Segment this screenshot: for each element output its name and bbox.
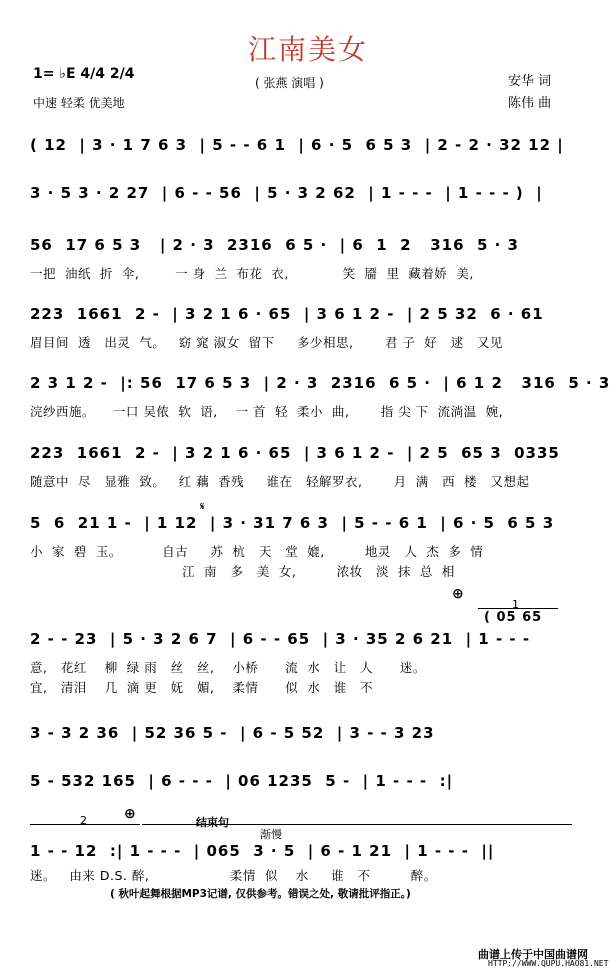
score-row-4: 223 1661 2 - | 3 2 1 6 · 65 | 3 6 1 2 - | 2 5 32 6 · 61 bbox=[30, 305, 544, 323]
ritardando-mark: 渐慢 bbox=[260, 828, 282, 841]
lyric-row-7a: 小 家 碧 玉。 自古 苏 杭 天 堂 媲, 地灵 人 杰 多 情 bbox=[30, 544, 484, 559]
score-row-8: 2 - - 23 | 5 · 3 2 6 7 | 6 - - 65 | 3 · 35 2 6 21 | 1 - - - bbox=[30, 630, 531, 648]
score-row-10: 5 - 532 165 | 6 - - - | 06 1235 5 - | 1 - - - :| bbox=[30, 772, 454, 790]
lyric-row-4: 眉目间 透 出灵 气。 窈 窕 淑女 留下 多少相思, 君 子 好 逑 又见 bbox=[30, 335, 504, 350]
lyric-row-6: 随意中 尽 显雅 致。 红 藕 香残 谁在 轻解罗衣, 月 满 西 楼 又想起 bbox=[30, 474, 530, 489]
ending-label: 结束句 bbox=[196, 816, 229, 829]
tempo-marking: 中速 轻柔 优美地 bbox=[33, 96, 125, 110]
site-watermark: 曲谱上传于中国曲谱网 bbox=[478, 948, 588, 961]
volta-2-label: 2 bbox=[80, 814, 87, 827]
score-row-1: ( 12 | 3 · 1 7 6 3 | 5 - - 6 1 | 6 · 5 6 5 3 | 2 - 2 · 32 12 | bbox=[30, 136, 564, 154]
composer: 陈伟 曲 bbox=[508, 96, 552, 111]
coda-icon: ⊕ bbox=[452, 586, 464, 602]
lyric-row-8b: 宜, 清泪 几 滴 更 妩 媚, 柔情 似 水 谁 不 bbox=[30, 680, 374, 695]
song-title: 江南美女 bbox=[247, 33, 368, 66]
lyricist: 安华 词 bbox=[508, 74, 552, 89]
volta-1-label: 1 bbox=[512, 598, 519, 611]
performer: ( 张燕 演唱 ) bbox=[255, 76, 324, 90]
lyric-row-7b: 江 南 多 美 女, 浓妆 淡 抹 总 相 bbox=[30, 564, 455, 579]
segno-icon: 𝄋 bbox=[200, 500, 205, 513]
lyric-row-3: 一把 油纸 折 伞, 一 身 兰 布花 衣, 笑 靥 里 藏着娇 美, bbox=[30, 266, 474, 281]
score-row-7: 5 6 21 1 - | 1 12 | 3 · 31 7 6 3 | 5 - - 6 1 | 6 · 5 6 5 3 bbox=[30, 514, 555, 532]
score-row-2: 3 · 5 3 · 2 27 | 6 - - 56 | 5 · 3 2 62 | 1 - - - | 1 - - - ) | bbox=[30, 184, 543, 202]
lyric-row-11: 迷。 由来 D.S. 醉, 柔情 似 水 谁 不 醉。 bbox=[30, 868, 437, 883]
pickup-notes: ( 05 65 bbox=[484, 610, 543, 625]
score-row-11: 1 - - 12 :| 1 - - - | 065 3 · 5 | 6 - 1 21 | 1 - - - || bbox=[30, 842, 495, 860]
coda-icon-end: ⊕ bbox=[124, 806, 136, 822]
score-row-9: 3 - 3 2 36 | 52 36 5 - | 6 - 5 52 | 3 - - 3 23 bbox=[30, 724, 435, 742]
score-row-3: 56 17 6 5 3 | 2 · 3 2316 6 5 · | 6 1 2 316 5 · 3 bbox=[30, 236, 519, 254]
score-row-5: 2 3 1 2 - |: 56 17 6 5 3 | 2 · 3 2316 6 5 · | 6 1 2 316 5 · 3 bbox=[30, 374, 611, 392]
footnote: ( 秋叶起舞根据MP3记谱, 仅供参考。错误之处, 敬请批评指正。) bbox=[110, 888, 411, 900]
key-signature: 1= ♭E 4/4 2/4 bbox=[33, 66, 135, 82]
site-url: HTTP://WWW.QUPU.HAO81.NET bbox=[488, 959, 609, 968]
score-row-6: 223 1661 2 - | 3 2 1 6 · 65 | 3 6 1 2 - | 2 5 65 3 0335 bbox=[30, 444, 560, 462]
lyric-row-5: 浣纱西施。 一口 吴侬 软 语, 一 首 轻 柔小 曲, 指 尖 下 流淌温 婉, bbox=[30, 404, 504, 419]
lyric-row-8a: 意, 花红 柳 绿 雨 丝 丝, 小桥 流 水 让 人 迷。 bbox=[30, 660, 426, 675]
